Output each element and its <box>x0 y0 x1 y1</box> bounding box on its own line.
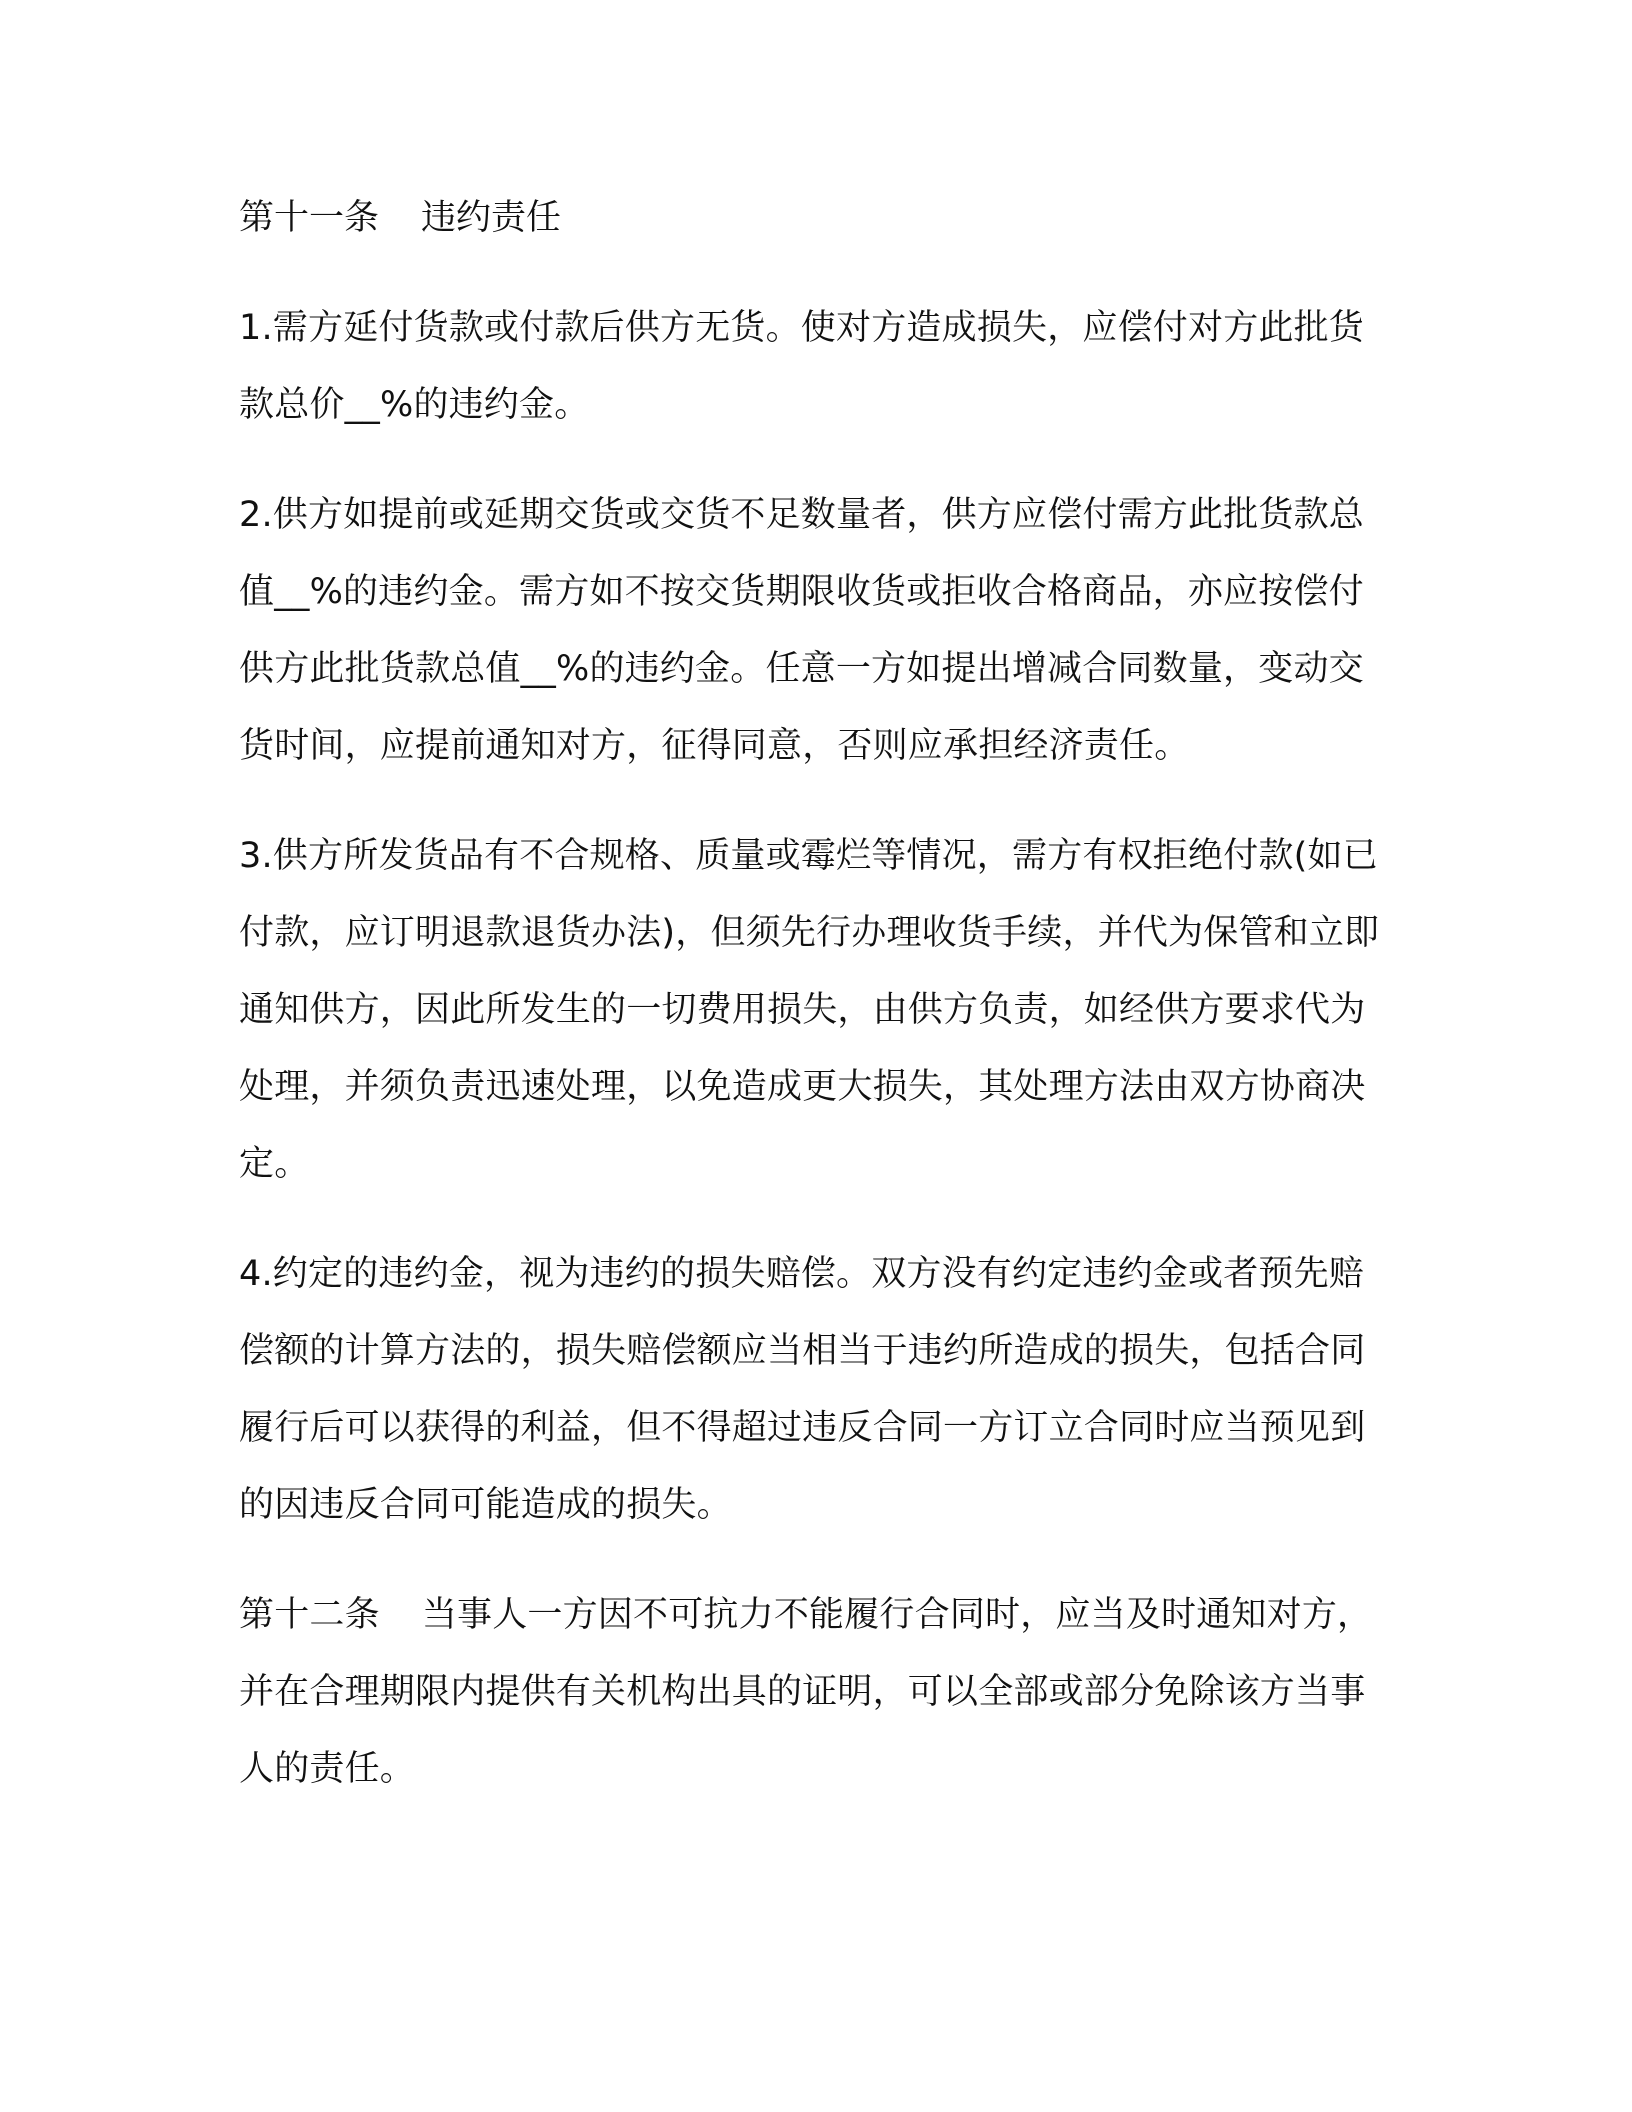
article-12-number: 第十二条 <box>239 1595 380 1635</box>
clause-2-text: 供方如提前或延期交货或交货不足数量者，供方应偿付需方此批货款总值__%的违约金。需方如不按交货期限收货或拒收合格商品，亦应按偿付供方此批货款总值__%的违约金。任意一方如提出增减合同数量，变动交货时间，应提前通知对方，征得同意，否则应承担经济责任。 <box>239 495 1364 766</box>
article-11-heading <box>239 180 1389 257</box>
clause-3-number: 3. <box>239 836 273 876</box>
article-12 <box>239 1577 1389 1808</box>
clause-4 <box>239 1236 1389 1544</box>
article-11-title: 违约责任 <box>421 198 562 238</box>
clause-3 <box>239 818 1389 1203</box>
clause-4-text: 约定的违约金，视为违约的损失赔偿。双方没有约定违约金或者预先赔偿额的计算方法的，损失赔偿额应当相当于违约所造成的损失，包括合同履行后可以获得的利益，但不得超过违反合同一方订立合同时应当预见到的因违反合同可能造成的损失。 <box>239 1254 1366 1525</box>
clause-1 <box>239 290 1389 444</box>
clause-1-text: 需方延付货款或付款后供方无货。使对方造成损失，应偿付对方此批货款总价__%的违约金。 <box>239 308 1364 425</box>
clause-3-text: 供方所发货品有不合规格、质量或霉烂等情况，需方有权拒绝付款(如已付款，应订明退款退货办法)，但须先行办理收货手续，并代为保管和立即通知供方，因此所发生的一切费用损失，由供方负责，如经供方要求代为处理，并须负责迅速处理，以免造成更大损失，其处理方法由双方协商决定。 <box>239 836 1380 1184</box>
article-12-text: 当事人一方因不可抗力不能履行合同时，应当及时通知对方，并在合理期限内提供有关机构出具的证明，可以全部或部分免除该方当事人的责任。 <box>239 1595 1373 1789</box>
clause-2 <box>239 477 1389 785</box>
document-page <box>239 180 1389 1841</box>
clause-4-number: 4. <box>239 1254 273 1294</box>
clause-1-number: 1. <box>239 308 273 348</box>
article-11-number: 第十一条 <box>239 198 380 238</box>
clause-2-number: 2. <box>239 495 273 535</box>
